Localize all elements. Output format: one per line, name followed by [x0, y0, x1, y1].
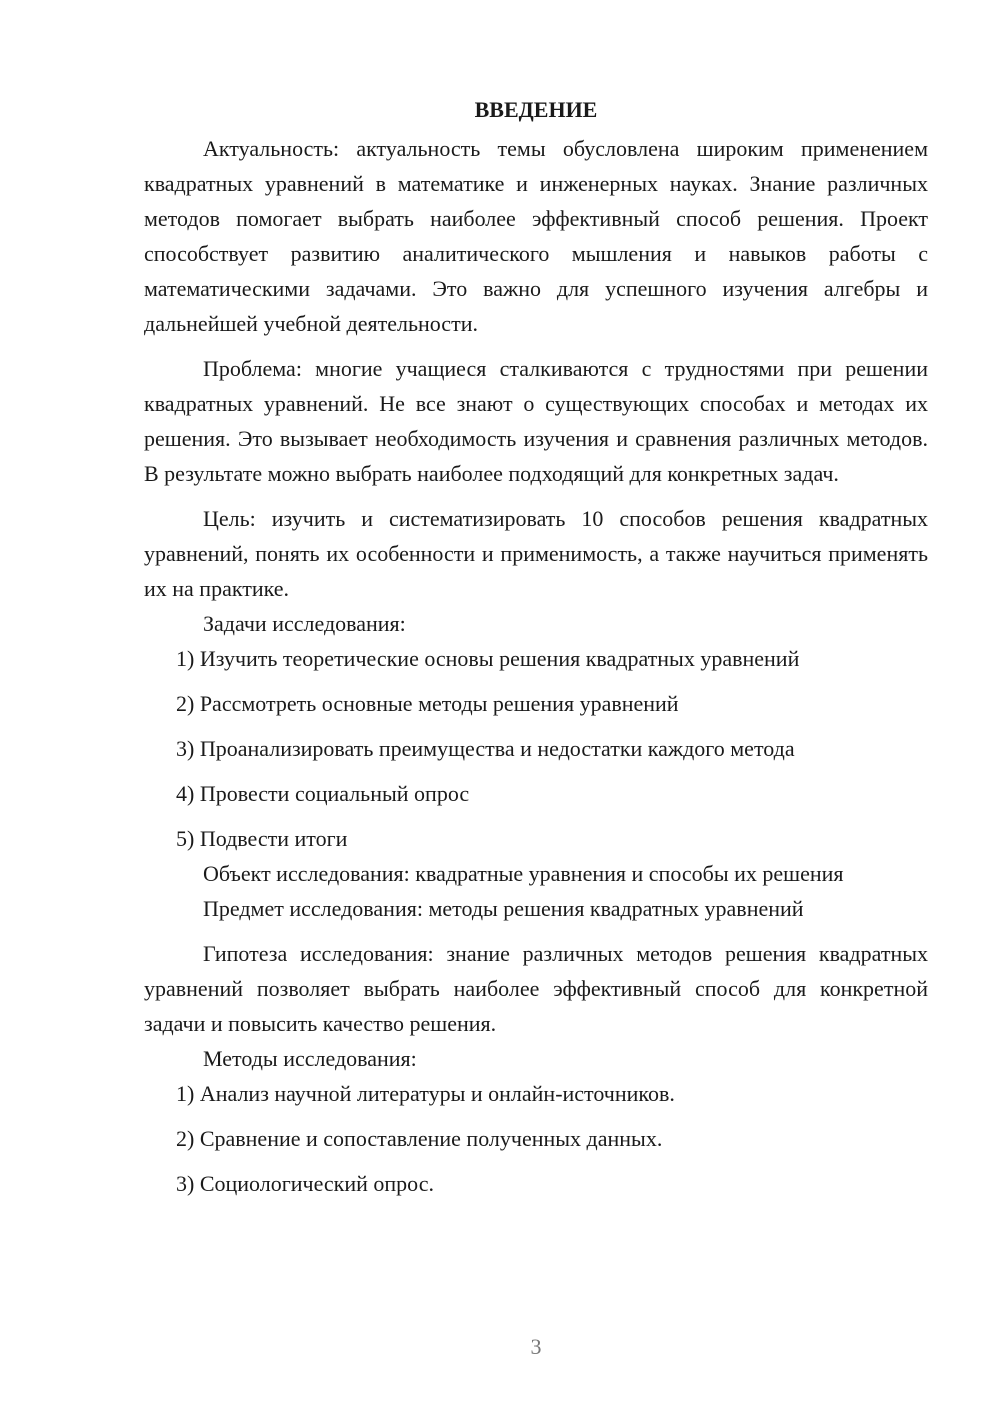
list-item-task-3: 3) Проанализировать преимущества и недостатки каждого метода [176, 736, 795, 761]
methods-title: Методы исследования: [203, 1046, 417, 1071]
tasks-list [144, 641, 928, 856]
section-heading: ВВЕДЕНИЕ [474, 97, 598, 122]
object-paragraph: Объект исследования: квадратные уравнения и способы их решения [203, 861, 844, 886]
goal-paragraph: Цель: изучить и систематизировать 10 способов решения квадратных уравнений, понять их особенности и применимость, а также научиться применять их на практике. [144, 506, 928, 601]
page-number: 3 [530, 1334, 542, 1359]
hypothesis-paragraph: Гипотеза исследования: знание различных методов решения квадратных уравнений позволяет выбрать наиболее эффективный способ для конкретной задачи и повысить качество решения. [144, 941, 928, 1036]
list-item-task-2: 2) Рассмотреть основные методы решения уравнений [176, 691, 679, 716]
relevance-paragraph: Актуальность: актуальность темы обусловлена широким применением квадратных уравнений в математике и инженерных науках. Знание различных методов помогает выбрать наиболее эффективный способ решения. Проект способствует развитию аналитического мышления и навыков работы с математическими задачами. Это важно для успешного изучения алгебры и дальнейшей учебной деятельности. [144, 136, 928, 336]
list-item-task-4: 4) Провести социальный опрос [176, 781, 470, 806]
subject-paragraph: Предмет исследования: методы решения квадратных уравнений [203, 896, 804, 921]
page-content [144, 92, 928, 1201]
list-item-method-2: 2) Сравнение и сопоставление полученных данных. [176, 1126, 663, 1151]
list-item-method-1: 1) Анализ научной литературы и онлайн-источников. [176, 1081, 675, 1106]
list-item-task-5: 5) Подвести итоги [176, 826, 348, 851]
list-item-method-3: 3) Социологический опрос. [176, 1171, 434, 1196]
problem-paragraph: Проблема: многие учащиеся сталкиваются с трудностями при решении квадратных уравнений. Не все знают о существующих способах и методах их решения. Это вызывает необходимость изучения и сравнения различных методов. В результате можно выбрать наиболее подходящий для конкретных задач. [144, 356, 928, 486]
tasks-title: Задачи исследования: [203, 611, 406, 636]
list-item-task-1: 1) Изучить теоретические основы решения квадратных уравнений [176, 646, 800, 671]
methods-list [144, 1076, 928, 1201]
